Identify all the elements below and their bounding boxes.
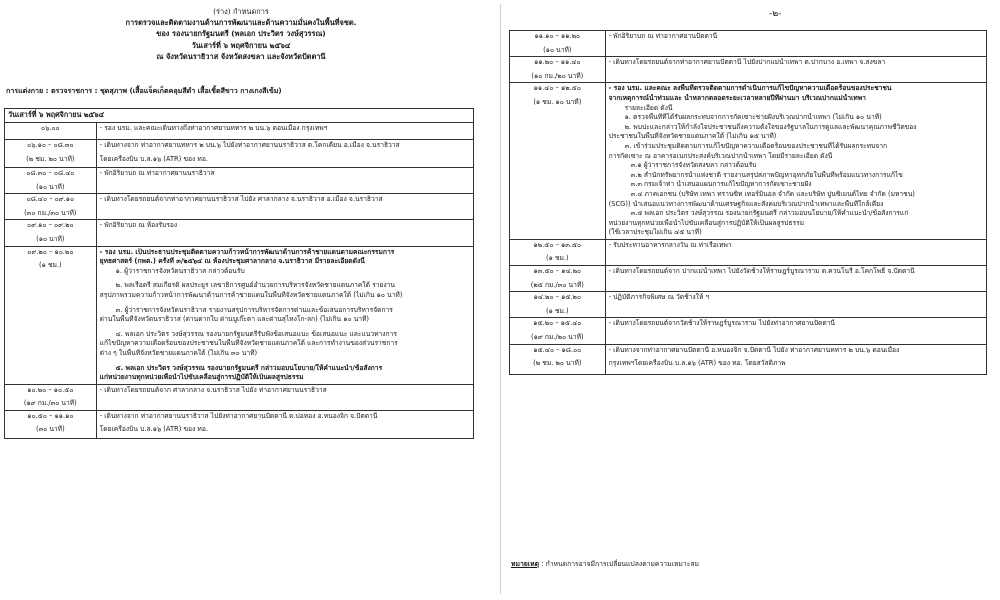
activity-line: (SCG)) นำเสนอแนวทางการพัฒนาด้านเศรษฐกิจและสังคมบริเวณปากน้ำเทพาและพื้นที่ใกล้เคียง bbox=[608, 199, 884, 208]
activity-cell bbox=[605, 318, 986, 344]
schedule-row bbox=[5, 384, 474, 410]
activity-cell bbox=[605, 57, 986, 83]
activity-line: รายละเอียด ดังนี้ bbox=[624, 103, 673, 112]
footnote-text: : กำหนดการอาจมีการเปลี่ยนแปลงตามความเหมาะสม bbox=[541, 560, 699, 568]
activity-line: ๒. พลเรือตรี สมเกียรติ ผลประยูร เลขาธิการศูนย์อำนวยการบริหารจังหวัดชายแดนภาคใต้ รายงาน bbox=[115, 281, 395, 290]
activity-cell bbox=[605, 344, 986, 374]
duration: (๑๐ กม./๒๐ นาที) bbox=[531, 71, 584, 80]
activity-cell bbox=[605, 83, 986, 240]
date-line: วันเสาร์ที่ ๖ พฤศจิกายน ๒๕๖๔ bbox=[191, 40, 291, 50]
schedule-row bbox=[510, 266, 987, 292]
day-header-row bbox=[5, 109, 474, 123]
schedule-row bbox=[5, 194, 474, 220]
activity-line: - พักอิริยาบถ ณ ท่าอากาศยานปัตตานี bbox=[608, 32, 718, 40]
time-cell bbox=[5, 168, 97, 194]
place-line: ณ จังหวัดนราธิวาส จังหวัดสงขลา และจังหวัดปัตตานี bbox=[156, 51, 326, 61]
activity-line: - เดินทางโดยรถยนต์จากท่าอากาศยานนราธิวาส ไปยัง ศาลากลาง จ.นราธิวาส อ.เมือง จ.นราธิวาส bbox=[99, 195, 383, 204]
time-range: ๐๙.๒๐ – ๑๐.๒๐ bbox=[27, 247, 74, 256]
time-cell bbox=[510, 83, 606, 240]
activity-line: โดยเครื่องบิน บ.ล.๑๖ (ATR) ของ ทอ. bbox=[99, 425, 208, 434]
duration: (๑๙ กม./๒๐ นาที) bbox=[530, 333, 584, 342]
time-cell bbox=[5, 140, 97, 168]
time-range: ๐๘.๔๐ – ๐๙.๑๐ bbox=[26, 195, 75, 204]
activity-line: - เดินทางจากท่าอากาศยานปัตตานี อ.หนองจิก จ.ปัตตานี ไปยัง ท่าอากาศยานทหาร ๒ บน.๖ ดอนเมือง bbox=[608, 345, 900, 354]
time-range: ๑๔.๒๐ – ๑๕.๒๐ bbox=[533, 293, 582, 302]
schedule-row bbox=[510, 239, 987, 265]
activity-line: ๕. พลเอก ประวิตร วงษ์สุวรรณ รองนายกรัฐมนตรี กล่าวมอบนโยบาย/ให้คำแนะนำ/ข้อสั่งการ bbox=[115, 363, 383, 372]
activity-line: ๔. พลเอก ประวิตร วงษ์สุวรรณ รองนายกรัฐมนตรีรับฟังข้อเสนอแนะ ข้อเสนอแนะ และแนวทางการ bbox=[115, 329, 397, 338]
activity-line: - รับประทานอาหารกลางวัน ณ ท่าเรือเทพา bbox=[608, 240, 732, 249]
schedule-row bbox=[5, 123, 474, 140]
time-range: ๐๘.๓๐ – ๐๘.๔๐ bbox=[26, 169, 75, 177]
duration: (๓๐ นาที) bbox=[35, 425, 65, 434]
activity-line: ๑. ตรวจพื้นที่ที่ได้รับผลกระทบจากการกัดเซาะชายฝั่งบริเวณปากน้ำเทพา (ไม่เกิน ๑๐ นาที) bbox=[624, 113, 882, 122]
activity-line: - เดินทางจาก ท่าอากาศยานทหาร ๒ บน.๖ ไปยังท่าอากาศยานนราธิวาส ต.โคกเคียน อ.เมือง จ.นราธิวาส bbox=[99, 141, 400, 149]
time-cell bbox=[5, 384, 97, 410]
activity-cell bbox=[96, 168, 473, 194]
activity-line: แก่หน่วยงานทุกหน่วยเพื่อนำไปขับเคลื่อนสู่การปฏิบัติให้เป็นผลสูรปธรรม bbox=[99, 373, 304, 382]
activity-line: - พักอิริยาบถ ณ ท่าอากาศยานนราธิวาส bbox=[99, 169, 215, 177]
activity-cell bbox=[96, 384, 473, 410]
time-cell bbox=[510, 292, 606, 318]
activity-line: - เดินทางโดยรถยนต์จากวัดช้างให้ราษฎร์บูรณาราม ไปยังท่าอากาศยานปัตตานี bbox=[608, 319, 835, 328]
schedule-table-1 bbox=[4, 108, 474, 439]
activity-line: ๓. เข้าร่วมประชุมติดตามการแก้ไขปัญหาความเดือดร้อนของประชาชนที่ได้รับผลกระทบจาก bbox=[624, 141, 888, 150]
time-cell bbox=[5, 194, 97, 220]
page-number: -๒- bbox=[769, 9, 782, 19]
duration: (๑๐ นาที) bbox=[543, 45, 572, 54]
activity-line: ๓.๒ สำนักทรัพยากรน้ำแห่งชาติ รายงานสรุปสภาพปัญหาอุทกภัยในพื้นที่พร้อมแนวทางการแก้ไข bbox=[630, 170, 903, 179]
duration: (๒ ชม. ๒๐ นาที) bbox=[26, 154, 75, 163]
activity-line: โดยเครื่องบิน บ.ล.๑๖ (ATR) ของ ทอ. bbox=[99, 154, 208, 163]
time-cell bbox=[5, 123, 97, 140]
activity-line: ประชาชนในพื้นที่จังหวัดชายแดนภาคใต้ (ไม่เกิน ๑๕ นาที) bbox=[608, 132, 777, 141]
activity-line: ๑. ผู้ว่าราชการจังหวัดนราธิวาส กล่าวต้อนรับ bbox=[115, 266, 245, 275]
activity-line: - รอง นรม. และคณะเดินทางถึงท่าอากาศยานทหาร ๒ บน.๖ ดอนเมือง กรุงเทพฯ bbox=[99, 124, 328, 132]
schedule-row bbox=[510, 318, 987, 344]
schedule-row bbox=[5, 168, 474, 194]
activity-cell bbox=[96, 140, 473, 168]
activity-line: - เดินทางโดยรถยนต์จากท่าอากาศยานปัตตานี ไปยังปากแม่น้ำเทพา ต.ปากบาง อ.เทพา จ.สงขลา bbox=[608, 58, 886, 67]
duration: (๑๐ นาที) bbox=[36, 234, 65, 243]
title-line-2: ของ รองนายกรัฐมนตรี (พลเอก ประวิตร วงษ์สุวรรณ) bbox=[156, 29, 326, 39]
duration: (๑๐ นาที) bbox=[36, 182, 65, 191]
duration: (๑๙ กม./๓๐ นาที) bbox=[23, 399, 77, 408]
schedule-row bbox=[5, 410, 474, 438]
schedule-row bbox=[510, 292, 987, 318]
time-cell bbox=[510, 57, 606, 83]
activity-cell bbox=[96, 246, 473, 384]
activity-line: ต่าง ๆ ในพื้นที่จังหวัดชายแดนภาคใต้ (ไม่เกิน ๓๐ นาที) bbox=[99, 348, 258, 357]
activity-line: ด่านในพื้นที่จังหวัดนราธิวาส (ด่านตากใบ ด่านบูเก๊ะตา และด่านสุไหงโก-ลก) (ไม่เกิน ๑๐ นาที) bbox=[99, 315, 370, 324]
activity-cell bbox=[96, 410, 473, 438]
time-range: ๑๒.๕๐ – ๑๓.๕๐ bbox=[533, 240, 582, 249]
time-range: ๑๕.๔๐ – ๑๘.๐๐ bbox=[533, 345, 582, 354]
activity-line: ๓.๔ ภาคเอกชน (บริษัท เทพา ทรานซิท เทอร์มินอล จำกัด และบริษัท ปูนซิเมนต์ไทย จำกัด (มหาชน) bbox=[630, 189, 915, 198]
attire-line: การแต่งกาย : ตรวจราชการ : ชุดสุภาพ (เสื้อแจ็คเก็ตคลุมสีดำ เสื้อเชิ้ตสีขาว กางเกงสีเข้ม) bbox=[6, 86, 282, 95]
activity-line: กรุงเทพฯโดยเครื่องบิน บ.ล.๑๖ (ATR) ของ ทอ. โดยสวัสดิภาพ bbox=[608, 359, 786, 368]
time-cell bbox=[510, 266, 606, 292]
activity-cell bbox=[96, 123, 473, 140]
activity-line: สรุปภาพรวมความก้าวหน้าการพัฒนาด้านการค้าชายแดนในพื้นที่จังหวัดชายแดนภาคใต้ (ไม่เกิน ๑๐ นาที) bbox=[99, 290, 403, 299]
schedule-table-2 bbox=[509, 30, 987, 375]
time-range: ๑๑.๑๐ – ๑๑.๒๐ bbox=[534, 32, 581, 40]
activity-line: จากเหตุการณ์น้ำท่วมและ น้ำหลากตลอดระยะเวลาหลายปีที่ผ่านมา บริเวณปากแม่น้ำเทพา bbox=[608, 93, 866, 102]
time-cell bbox=[510, 318, 606, 344]
duration: (๑ ชม. ๑๐ นาที) bbox=[533, 97, 582, 106]
duration: (๑ ชม.) bbox=[545, 254, 569, 263]
page-2 bbox=[500, 4, 994, 594]
activity-line: ยุทธศาสตร์ (กพต.) ครั้งที่ ๓/๒๕๖๔ ณ ห้องประชุมศาลากลาง จ.นราธิวาส มีรายละเอียดดังนี้ bbox=[99, 257, 365, 266]
activity-cell bbox=[605, 239, 986, 265]
time-cell bbox=[5, 220, 97, 246]
document-header bbox=[2, 6, 480, 62]
duration: (๒ ชม. ๒๐ นาที) bbox=[533, 359, 582, 368]
activity-cell bbox=[96, 220, 473, 246]
duration: (๓๐ กม./๓๐ นาที) bbox=[24, 208, 77, 217]
schedule-row bbox=[510, 83, 987, 240]
schedule-row bbox=[510, 57, 987, 83]
time-cell bbox=[510, 344, 606, 374]
footnote-label: หมายเหตุ bbox=[511, 560, 539, 568]
time-cell bbox=[5, 410, 97, 438]
activity-line: - เดินทางโดยรถยนต์จาก ปากแม่น้ำเทพา ไปยังวัดช้างให้ราษฎร์บูรณาราม ต.ควนโนรี อ.โคกโพธิ์ จ.ปัตตานี bbox=[608, 267, 915, 276]
time-range: ๐๖.๐๐ bbox=[41, 124, 60, 132]
time-range: ๑๑.๒๐ – ๑๑.๔๐ bbox=[534, 58, 581, 67]
time-range: ๐๖.๑๐ – ๐๘.๓๐ bbox=[27, 141, 74, 149]
activity-line: - เดินทางจาก ท่าอากาศยานนราธิวาส ไปยังท่าอากาศยานปัตตานี ต.บ่อทอง อ.หนองจิก จ.ปัตตานี bbox=[99, 411, 378, 420]
activity-line: หน่วยงานทุกหน่วยเพื่อนำไปขับเคลื่อนสู่การปฏิบัติให้เป็นผลสูรปธรรม bbox=[608, 218, 805, 227]
schedule-row bbox=[510, 31, 987, 57]
activity-line: - พักอิริยาบถ ณ ห้องรับรอง bbox=[99, 221, 178, 230]
time-range: ๑๑.๔๐ – ๑๒.๕๐ bbox=[533, 84, 581, 93]
activity-line: การกัดเซาะ ณ อาคารอเนกประสงค์บริเวณปากน้ำเทพา โดยมีรายละเอียด ดังนี้ bbox=[608, 151, 833, 160]
activity-cell bbox=[605, 292, 986, 318]
activity-line: - รอง นรม. เป็นประธานประชุมติดตามความก้าวหน้าการพัฒนาด้านการค้าชายแดนตามคณะกรรมการ bbox=[99, 247, 395, 256]
time-range: ๑๐.๕๐ – ๑๑.๑๐ bbox=[27, 411, 74, 420]
activity-line: แก้ไขปัญหาความเดือดร้อนของประชาชนในพื้นที่จังหวัดชายแดนภาคใต้ และการทำงานของส่วนราชการ bbox=[99, 339, 398, 348]
time-range: ๑๐.๒๐ – ๑๐.๕๐ bbox=[27, 385, 74, 394]
duration: (๑ ชม.) bbox=[39, 261, 62, 270]
schedule-row bbox=[5, 220, 474, 246]
day-header: วันเสาร์ที่ ๖ พฤศจิกายน ๒๕๖๔ bbox=[5, 109, 474, 123]
activity-cell bbox=[96, 194, 473, 220]
schedule-row bbox=[5, 246, 474, 384]
activity-line: - ปฏิบัติภารกิจพิเศษ ณ วัดช้างให้ ฯ bbox=[608, 293, 710, 302]
activity-cell bbox=[605, 31, 986, 57]
activity-line: - รอง นรม. และคณะ ลงพื้นที่ตรวจติดตามการดำเนินการแก้ไขปัญหาความเดือดร้อนของประชาชน bbox=[608, 84, 892, 93]
title-line-1: การตรวจและติดตามงานด้านการพัฒนาและด้านความมั่นคงในพื้นที่จชต. bbox=[125, 18, 357, 28]
activity-line: (ใช้เวลาประชุมไม่เกิน ๔๕ นาที) bbox=[608, 228, 702, 237]
activity-line: ๓.๑ ผู้ว่าราชการจังหวัดสงขลา กล่าวต้อนรับ bbox=[630, 161, 757, 170]
time-range: ๐๙.๑๐ – ๐๙.๒๐ bbox=[27, 221, 74, 230]
time-cell bbox=[510, 239, 606, 265]
page-1 bbox=[2, 4, 480, 594]
time-range: ๑๕.๒๐ – ๑๕.๔๐ bbox=[533, 319, 582, 328]
activity-line: - เดินทางโดยรถยนต์จาก ศาลากลาง จ.นราธิวาส ไปยัง ท่าอากาศยานนราธิวาส bbox=[99, 385, 327, 394]
duration: (๒๕ กม./๓๐ นาที) bbox=[530, 280, 584, 289]
schedule-row bbox=[510, 344, 987, 374]
duration: (๑ ชม.) bbox=[545, 306, 569, 315]
activity-cell bbox=[605, 266, 986, 292]
activity-line: ๒. พบปะและกล่าวให้กำลังใจประชาชนถึงความตั้งใจของรัฐบาลในการดูแลและพัฒนาคุณภาพชีวิตของ bbox=[624, 122, 917, 131]
schedule-row bbox=[5, 140, 474, 168]
activity-line: ๓.๓ กรมเจ้าท่า นำเสนอแผนการแก้ไขปัญหาการกัดเซาะชายฝั่ง bbox=[630, 180, 812, 189]
draft-label: (ร่าง) กำหนดการ bbox=[213, 7, 269, 16]
activity-line: ๓.๕ พลเอก ประวิตร วงษ์สุวรรณ รองนายกรัฐมนตรี กล่าวมอบนโยบาย/ให้คำแนะนำ/ข้อสั่งการแก่ bbox=[630, 209, 909, 218]
time-cell bbox=[5, 246, 97, 384]
time-range: ๑๓.๕๐ – ๑๔.๒๐ bbox=[533, 267, 582, 276]
footnote bbox=[511, 558, 699, 569]
activity-line: ๓. ผู้ว่าราชการจังหวัดนราธิวาส รายงานสรุปการบริหารจัดการด่านและข้อเสนอการบริหารจัดการ bbox=[115, 305, 393, 314]
time-cell bbox=[510, 31, 606, 57]
